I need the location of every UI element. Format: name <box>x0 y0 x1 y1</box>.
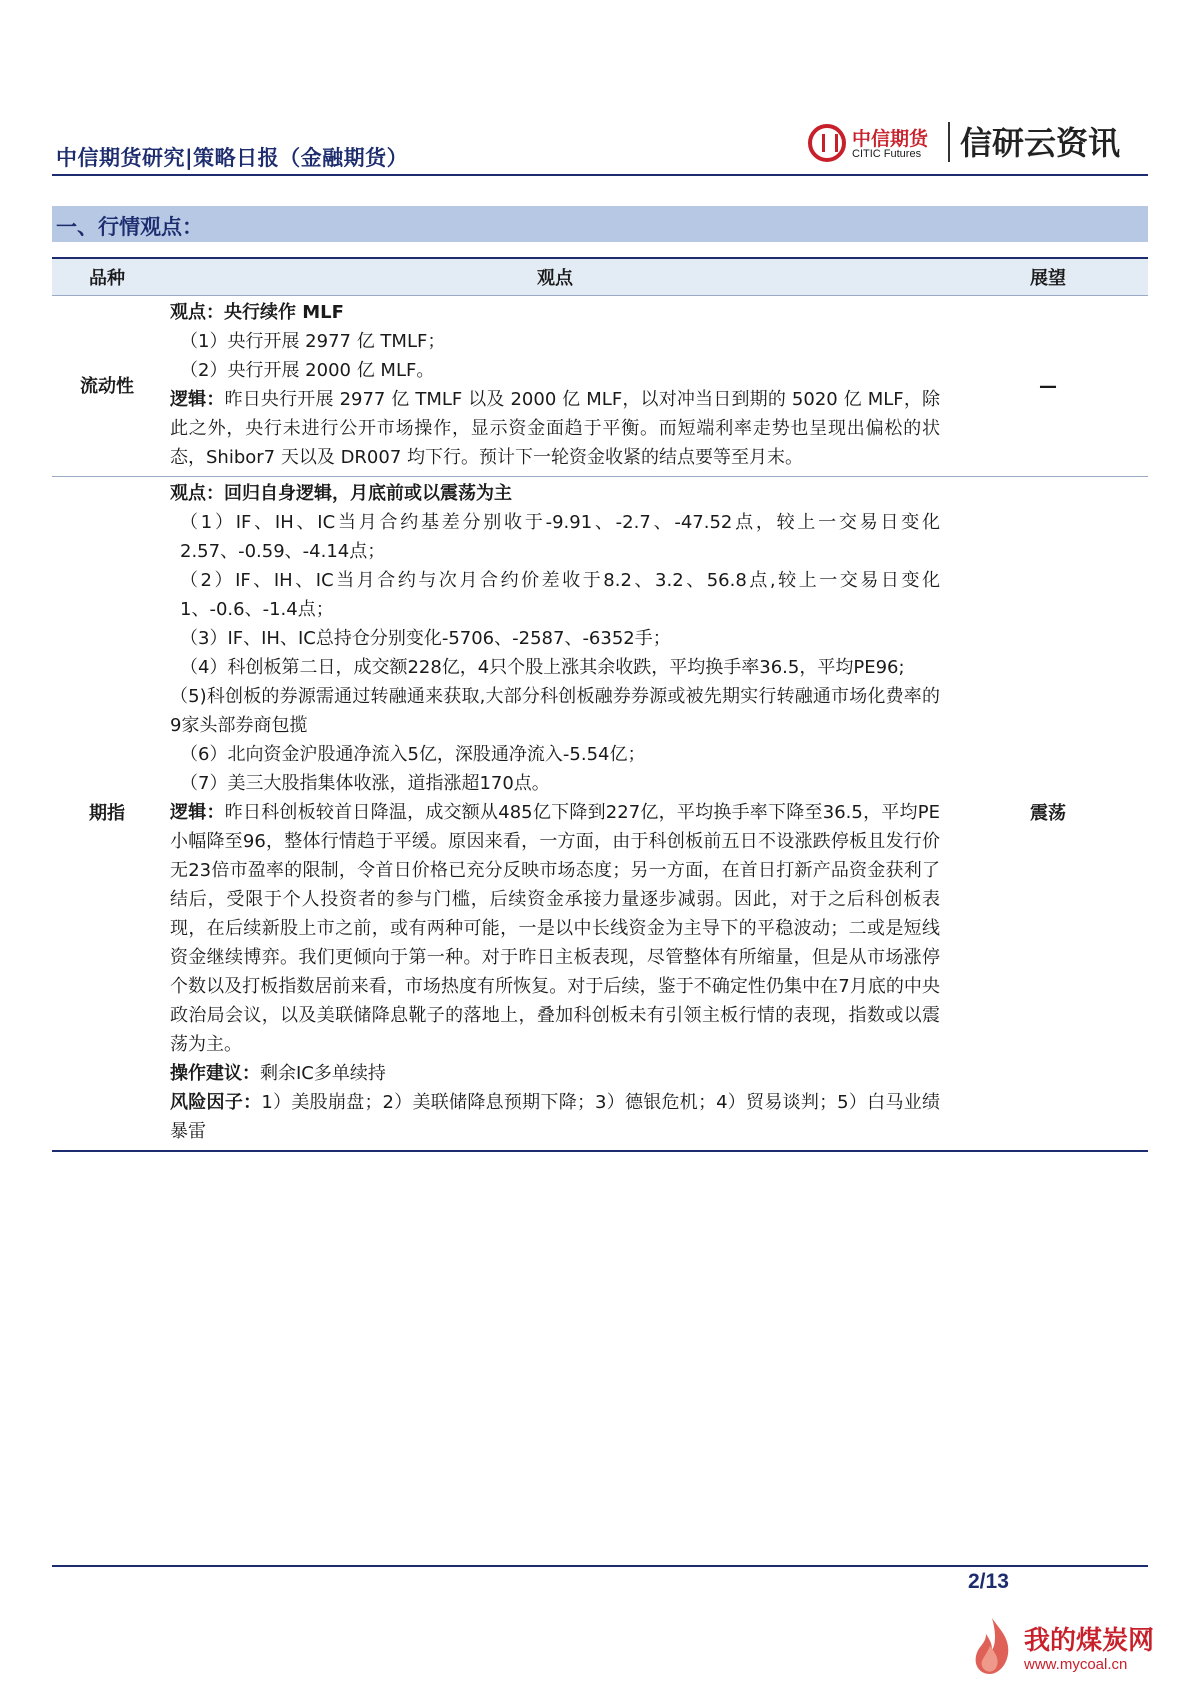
view-point: （7）美三大股指集体收涨，道指涨超170点。 <box>180 773 550 794</box>
view-point: （2）IF、IH、IC当月合约与次月合约价差收于8.2、3.2、56.8点,较上一交易日变化1、-0.6、-1.4点； <box>180 570 940 620</box>
view-cell <box>162 477 948 1152</box>
advice-text: 剩余IC多单续持 <box>260 1063 386 1084</box>
logo-english-name: CITIC Futures <box>852 148 922 160</box>
view-point: （5)科创板的券源需通过转融通来获取,大部分科创板融券券源或被先期实行转融通市场化费率的9家头部券商包揽 <box>170 686 940 736</box>
column-header-category: 品种 <box>52 258 162 296</box>
citic-logo-icon <box>808 124 846 162</box>
risk-text: 1）美股崩盘；2）美联储降息预期下降；3）德银危机；4）贸易谈判；5）白马业绩暴雷 <box>170 1092 941 1142</box>
outlook-cell: 震荡 <box>948 477 1148 1152</box>
advice-label: 操作建议： <box>170 1063 260 1084</box>
header-rule <box>52 174 1148 176</box>
table-row-index-futures <box>52 477 1148 1152</box>
brand-name: 信研云资讯 <box>960 124 1121 162</box>
logic-text: 昨日央行开展 2977 亿 TMLF 以及 2000 亿 MLF，以对冲当日到期的 5020 亿 MLF，除此之外，央行未进行公开市场操作，显示资金面趋于平衡。而短端利率走势也呈现出偏松的状态，Shibor7 天以及 DR007 均下行。预计下一轮资金收紧的结点要等至月末。 <box>170 389 941 468</box>
view-point: （1）IF、IH、IC当月合约基差分别收于-9.91、-2.7、-47.52点，较上一交易日变化2.57、-0.59、-4.14点； <box>180 512 940 562</box>
view-point: （1）央行开展 2977 亿 TMLF； <box>180 331 446 352</box>
logo-chinese-name: 中信期货 <box>852 128 929 150</box>
logo-divider <box>948 122 950 162</box>
report-header-title: 中信期货研究|策略日报（金融期货） <box>56 146 409 170</box>
outlook-cell: — <box>948 296 1148 477</box>
site-watermark <box>968 1612 1168 1692</box>
category-cell: 流动性 <box>52 296 162 477</box>
market-view-table <box>52 257 1148 1152</box>
view-title: 央行续作 MLF <box>224 302 344 323</box>
flame-icon <box>970 1616 1014 1676</box>
risk-label: 风险因子： <box>170 1092 262 1113</box>
view-title: 回归自身逻辑，月底前或以震荡为主 <box>224 483 512 504</box>
logic-label: 逻辑： <box>170 802 225 823</box>
watermark-url: www.mycoal.cn <box>1024 1656 1128 1673</box>
column-header-view: 观点 <box>162 258 948 296</box>
table-row-liquidity <box>52 296 1148 477</box>
watermark-title: 我的煤炭网 <box>1024 1626 1155 1656</box>
view-point: （3）IF、IH、IC总持仓分别变化-5706、-2587、-6352手； <box>180 628 671 649</box>
citic-logo <box>808 120 1148 170</box>
section-title: 一、行情观点： <box>56 215 203 239</box>
section-heading-bar <box>52 206 1148 242</box>
view-point: （4）科创板第二日，成交额228亿，4只个股上涨其余收跌，平均换手率36.5，平均PE96; <box>180 657 905 678</box>
view-cell <box>162 296 948 477</box>
category-cell: 期指 <box>52 477 162 1152</box>
view-point: （6）北向资金沪股通净流入5亿，深股通净流入-5.54亿； <box>180 744 646 765</box>
column-header-outlook: 展望 <box>948 258 1148 296</box>
page-number: 2/13 <box>968 1570 1009 1593</box>
view-label: 观点： <box>170 483 224 504</box>
view-point: （2）央行开展 2000 亿 MLF。 <box>180 360 435 381</box>
logic-text: 昨日科创板较首日降温，成交额从485亿下降到227亿，平均换手率下降至36.5，平均PE小幅降至96，整体行情趋于平缓。原因来看，一方面，由于科创板前五日不设涨跌停板且发行价无23倍市盈率的限制，令首日价格已充分反映市场态度；另一方面，在首日打新产品资金获利了结后，受限于个人投资者的参与门槛，后续资金承接力量逐步减弱。因此，对于之后科创板表现，在后续新股上市之前，或有两种可能，一是以中长线资金为主导下的平稳波动；二或是短线资金继续博弈。我们更倾向于第一种。对于昨日主板表现，尽管整体有所缩量，但是从市场涨停个数以及打板指数居前来看，市场热度有所恢复。对于后续，鉴于不确定性仍集中在7月底的中央政治局会议，以及美联储降息靴子的落地上，叠加科创板未有引领主板行情的表现，指数或以震荡为主。 <box>170 802 941 1055</box>
view-label: 观点： <box>170 302 224 323</box>
logic-label: 逻辑： <box>170 389 225 410</box>
table-header-row <box>52 258 1148 296</box>
footer-rule <box>52 1565 1148 1567</box>
